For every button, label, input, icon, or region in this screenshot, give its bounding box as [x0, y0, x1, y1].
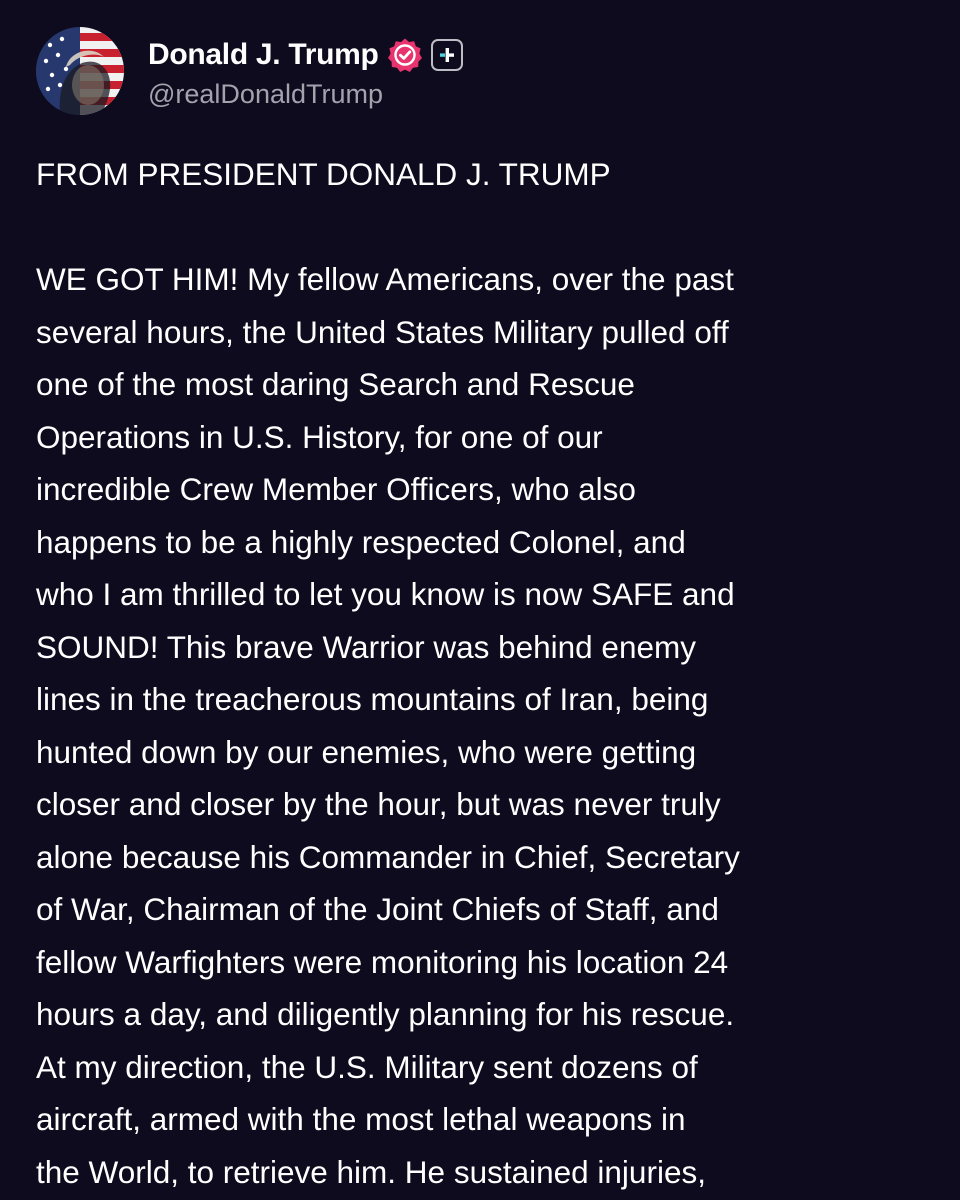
- post-line: who I am thrilled to let you know is now SAFE and: [36, 576, 735, 612]
- post-header: [36, 26, 463, 116]
- author-identity: [148, 33, 463, 110]
- post-line: SOUND! This brave Warrior was behind enemy: [36, 628, 696, 665]
- post-line: alone because his Commander in Chief, Secretary: [36, 838, 740, 875]
- post-line: At my direction, the U.S. Military sent dozens of: [36, 1048, 698, 1085]
- post-line: incredible Crew Member Officers, who also: [36, 471, 636, 507]
- post-body: [36, 148, 936, 1198]
- post-line: Operations in U.S. History, for one of our: [36, 418, 603, 455]
- verified-badge-icon: [387, 37, 423, 73]
- post-line: fellow Warfighters were monitoring his location 24: [36, 943, 729, 980]
- post-line: WE GOT HIM! My fellow Americans, over the past: [36, 261, 734, 297]
- avatar[interactable]: [36, 27, 124, 115]
- post-heading: FROM PRESIDENT DONALD J. TRUMP: [36, 156, 611, 192]
- post-line: hours a day, and diligently planning for his rescue.: [36, 996, 735, 1032]
- post-line: lines in the treacherous mountains of Iran, being: [36, 681, 709, 717]
- post-line: hunted down by our enemies, who were getting: [36, 733, 697, 770]
- post-line: closer and closer by the hour, but was never truly: [36, 786, 721, 822]
- author-name-row: [148, 33, 463, 77]
- post-line: happens to be a highly respected Colonel, and: [36, 523, 686, 560]
- author-display-name[interactable]: Donald J. Trump: [148, 37, 379, 71]
- post-line: several hours, the United States Military pulled off: [36, 313, 729, 350]
- post-line: of War, Chairman of the Joint Chiefs of Staff, and: [36, 891, 719, 927]
- post-line: the World, to retrieve him. He sustained injuries,: [36, 1153, 706, 1190]
- author-handle[interactable]: @realDonaldTrump: [148, 78, 383, 109]
- plus-badge-icon[interactable]: [431, 39, 463, 71]
- post-line: one of the most daring Search and Rescue: [36, 366, 635, 402]
- avatar-image: [36, 27, 124, 115]
- post-line: aircraft, armed with the most lethal weapons in: [36, 1101, 686, 1137]
- paragraph-gap: [36, 201, 936, 254]
